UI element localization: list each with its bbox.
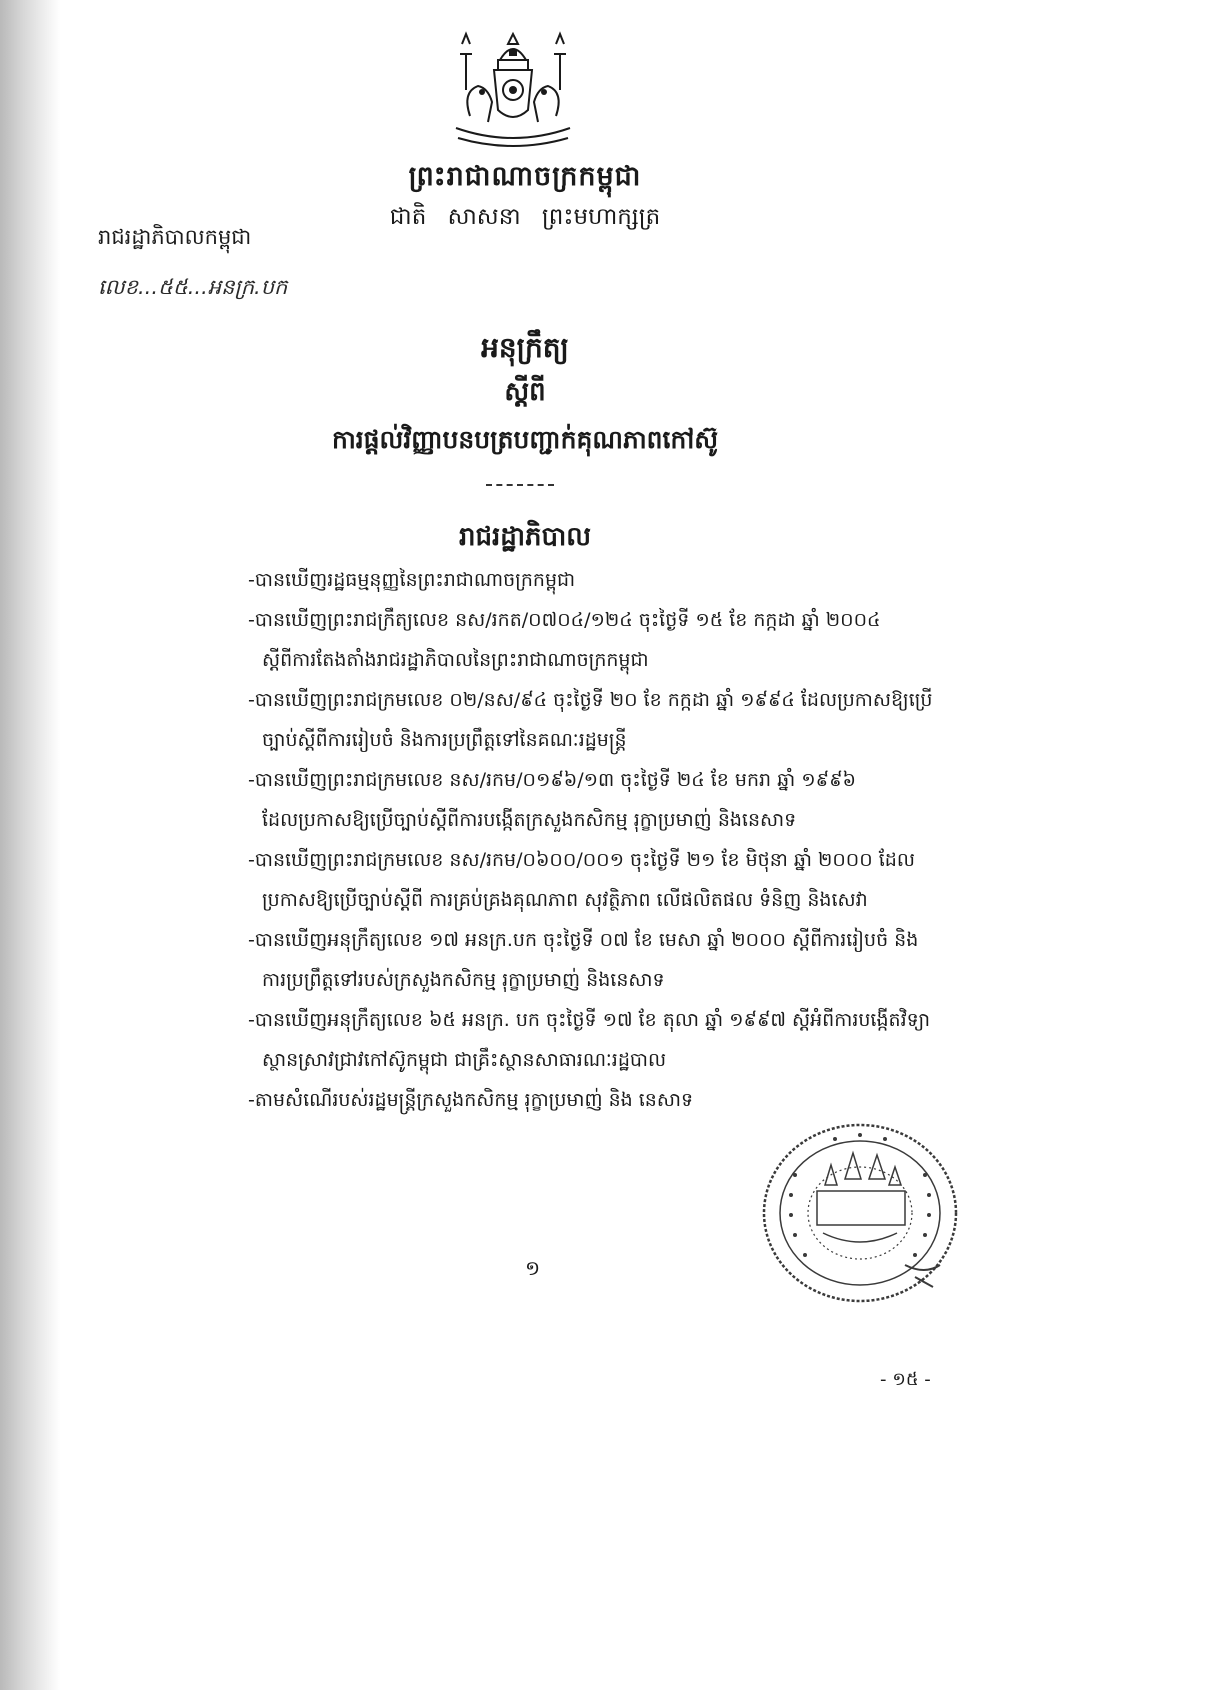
scan-shadow-edge — [0, 0, 60, 1690]
clause-line: -បានឃើញរដ្ឋធម្មនុញ្ញនៃព្រះរាជាណាចក្រកម្ពុជា — [248, 569, 576, 591]
document-about-heading: ស្តីពី — [504, 377, 546, 407]
document-number: លេខ...៥៥...អនក្រ.បក — [98, 275, 288, 299]
national-motto: ជាតិ សាសនា ព្រះមហាក្សត្រ — [389, 204, 661, 230]
clause-line: ច្បាប់ស្តីពីការរៀបចំ និងការប្រព្រឹត្តទៅនៃគណៈរដ្ឋមន្ត្រី — [262, 729, 627, 751]
clause-line: ស្តីពីការតែងតាំងរាជរដ្ឋាភិបាលនៃព្រះរាជាណាចក្រកម្ពុជា — [262, 649, 649, 671]
heading-separator — [486, 484, 554, 486]
preamble-clauses — [248, 560, 948, 1120]
kingdom-title: ព្រះរាជាណាចក្រកម្ពុជា — [408, 161, 642, 192]
page-number: ១ — [525, 1256, 541, 1280]
document-subject-heading: ការផ្តល់វិញ្ញាបនបត្របញ្ជាក់គុណភាពកៅស៊ូ — [331, 425, 719, 454]
clause-line: -បានឃើញព្រះរាជក្រមលេខ នស/រកម/០១៩៦/១៣ ចុះថ្ងៃទី ២៤ ខែ មករា ឆ្នាំ ១៩៩៦ — [248, 769, 856, 791]
clause-line: ប្រកាសឱ្យប្រើច្បាប់ស្តីពី ការគ្រប់គ្រងគុណភាព សុវត្ថិភាព លើផលិតផល ទំនិញ និងសេវា — [262, 889, 868, 911]
clause-line: ស្ថានស្រាវជ្រាវកៅស៊ូកម្ពុជា ជាគ្រឹះស្ថានសាធារណៈរដ្ឋបាល — [262, 1049, 667, 1071]
royal-coat-of-arms — [448, 30, 578, 148]
clause-line: ការប្រព្រឹត្តទៅរបស់ក្រសួងកសិកម្ម រុក្ខាប្រមាញ់ និងនេសាទ — [262, 969, 665, 991]
clause-line: -បានឃើញអនុក្រឹត្យលេខ ១៧ អនក្រ.បក ចុះថ្ងៃទី ០៧ ខែ មេសា ឆ្នាំ ២០០០ ស្តីពីការរៀបចំ និង — [248, 929, 919, 951]
clause-line: -បានឃើញអនុក្រឹត្យលេខ ៦៥ អនក្រ. បក ចុះថ្ងៃទី ១៧ ខែ តុលា ឆ្នាំ ១៩៩៧ ស្តីអំពីការបង្កើតវិទ្យា — [248, 1009, 931, 1031]
document-type-heading: អនុក្រឹត្យ — [481, 331, 569, 364]
issuing-authority: រាជរដ្ឋាភិបាលកម្ពុជា — [98, 225, 252, 249]
clause-line: -តាមសំណើរបស់រដ្ឋមន្ត្រីក្រសួងកសិកម្ម រុក្ខាប្រមាញ់ និង នេសាទ — [248, 1089, 694, 1111]
page-reference: - ១៥ - — [880, 1369, 931, 1390]
official-round-seal — [755, 1115, 965, 1315]
clause-line: -បានឃើញព្រះរាជក្រមលេខ នស/រកម/០៦០០/០០១ ចុះថ្ងៃទី ២១ ខែ មិថុនា ឆ្នាំ ២០០០ ដែល — [248, 849, 915, 871]
government-heading: រាជរដ្ឋាភិបាល — [458, 522, 592, 552]
clause-line: -បានឃើញព្រះរាជក្រមលេខ ០២/នស/៩៤ ចុះថ្ងៃទី ២០ ខែ កក្កដា ឆ្នាំ ១៩៩៤ ដែលប្រកាសឱ្យប្រើ — [248, 689, 933, 711]
clause-line: ដែលប្រកាសឱ្យប្រើច្បាប់ស្តីពីការបង្កើតក្រសួងកសិកម្ម រុក្ខាប្រមាញ់ និងនេសាទ — [262, 809, 797, 831]
clause-line: -បានឃើញព្រះរាជក្រឹត្យលេខ នស/រកត/០៧០៤/១២៤ ចុះថ្ងៃទី ១៥ ខែ កក្កដា ឆ្នាំ ២០០៤ — [248, 609, 881, 631]
